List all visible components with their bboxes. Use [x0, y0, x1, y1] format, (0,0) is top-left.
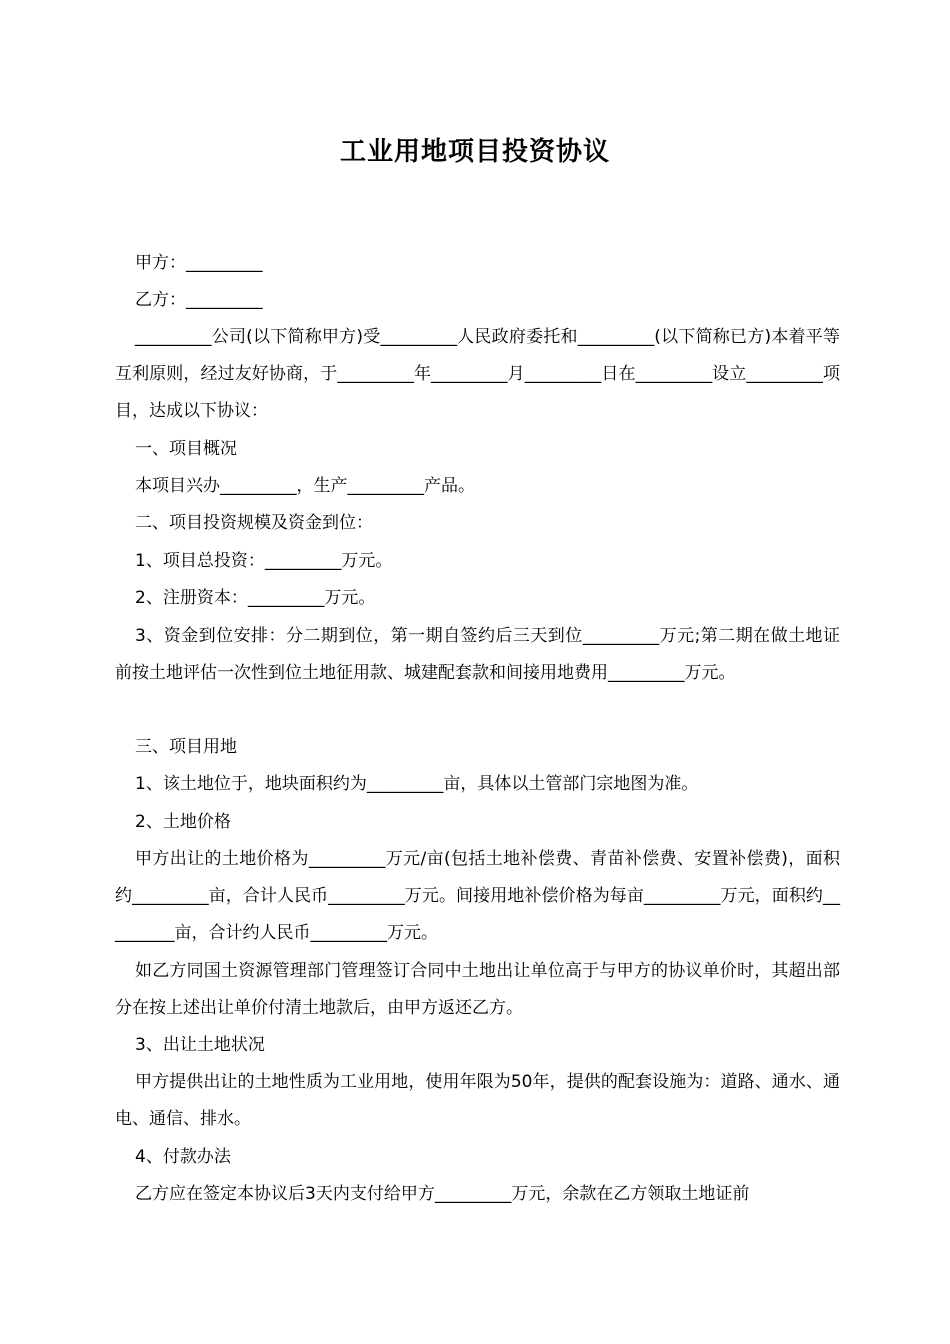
section-2-item-3: 3、资金到位安排：分二期到位，第一期自签约后三天到位_________万元;第二期在做土地证前按土地评估一次性到位土地征用款、城建配套款和间接用地费用_________万元。	[115, 626, 840, 683]
section-2-heading: 二、项目投资规模及资金到位：	[135, 513, 373, 533]
intro-paragraph: _________公司(以下简称甲方)受_________人民政府委托和_________(以下简称已方)本着平等互利原则，经过友好协商，于_________年_________月_________日在_________设立_________项目，达成以下协议：	[115, 327, 840, 421]
section-3-item-1: 1、该土地位于，地块面积约为_________亩，具体以土管部门宗地图为准。	[135, 774, 699, 794]
section-3-item-2-note: 如乙方同国土资源管理部门管理签订合同中土地出让单位高于与甲方的协议单价时，其超出部分在按上述出让单价付清土地款后，由甲方返还乙方。	[115, 961, 840, 1018]
section-3-item-4-text: 乙方应在签定本协议后3天内支付给甲方_________万元，余款在乙方领取土地证前	[135, 1184, 750, 1204]
section-3-item-3-heading: 3、出让土地状况	[135, 1035, 265, 1055]
section-3-item-2-heading: 2、土地价格	[135, 812, 231, 832]
section-2-item-1: 1、项目总投资：_________万元。	[135, 551, 393, 571]
section-3-item-4-heading: 4、付款办法	[135, 1147, 231, 1167]
section-3-item-3-text: 甲方提供出让的土地性质为工业用地，使用年限为50年，提供的配套设施为：道路、通水、通电、通信、排水。	[115, 1072, 840, 1129]
party-a-line: 甲方：_________	[135, 253, 263, 273]
section-3-item-2-text: 甲方出让的土地价格为_________万元/亩(包括土地补偿费、青苗补偿费、安置补偿费)，面积约_________亩，合计人民币_________万元。间接用地补偿价格为每亩_________万元，面积约_________亩，合计约人民币_________万元。	[115, 849, 840, 943]
document-title: 工业用地项目投资协议	[339, 137, 610, 167]
section-2-item-2: 2、注册资本：_________万元。	[135, 588, 376, 608]
section-1-text: 本项目兴办_________，生产_________产品。	[135, 476, 475, 496]
section-3-heading: 三、项目用地	[135, 737, 237, 757]
section-1-heading: 一、项目概况	[135, 439, 237, 459]
party-b-line: 乙方：_________	[135, 290, 263, 310]
